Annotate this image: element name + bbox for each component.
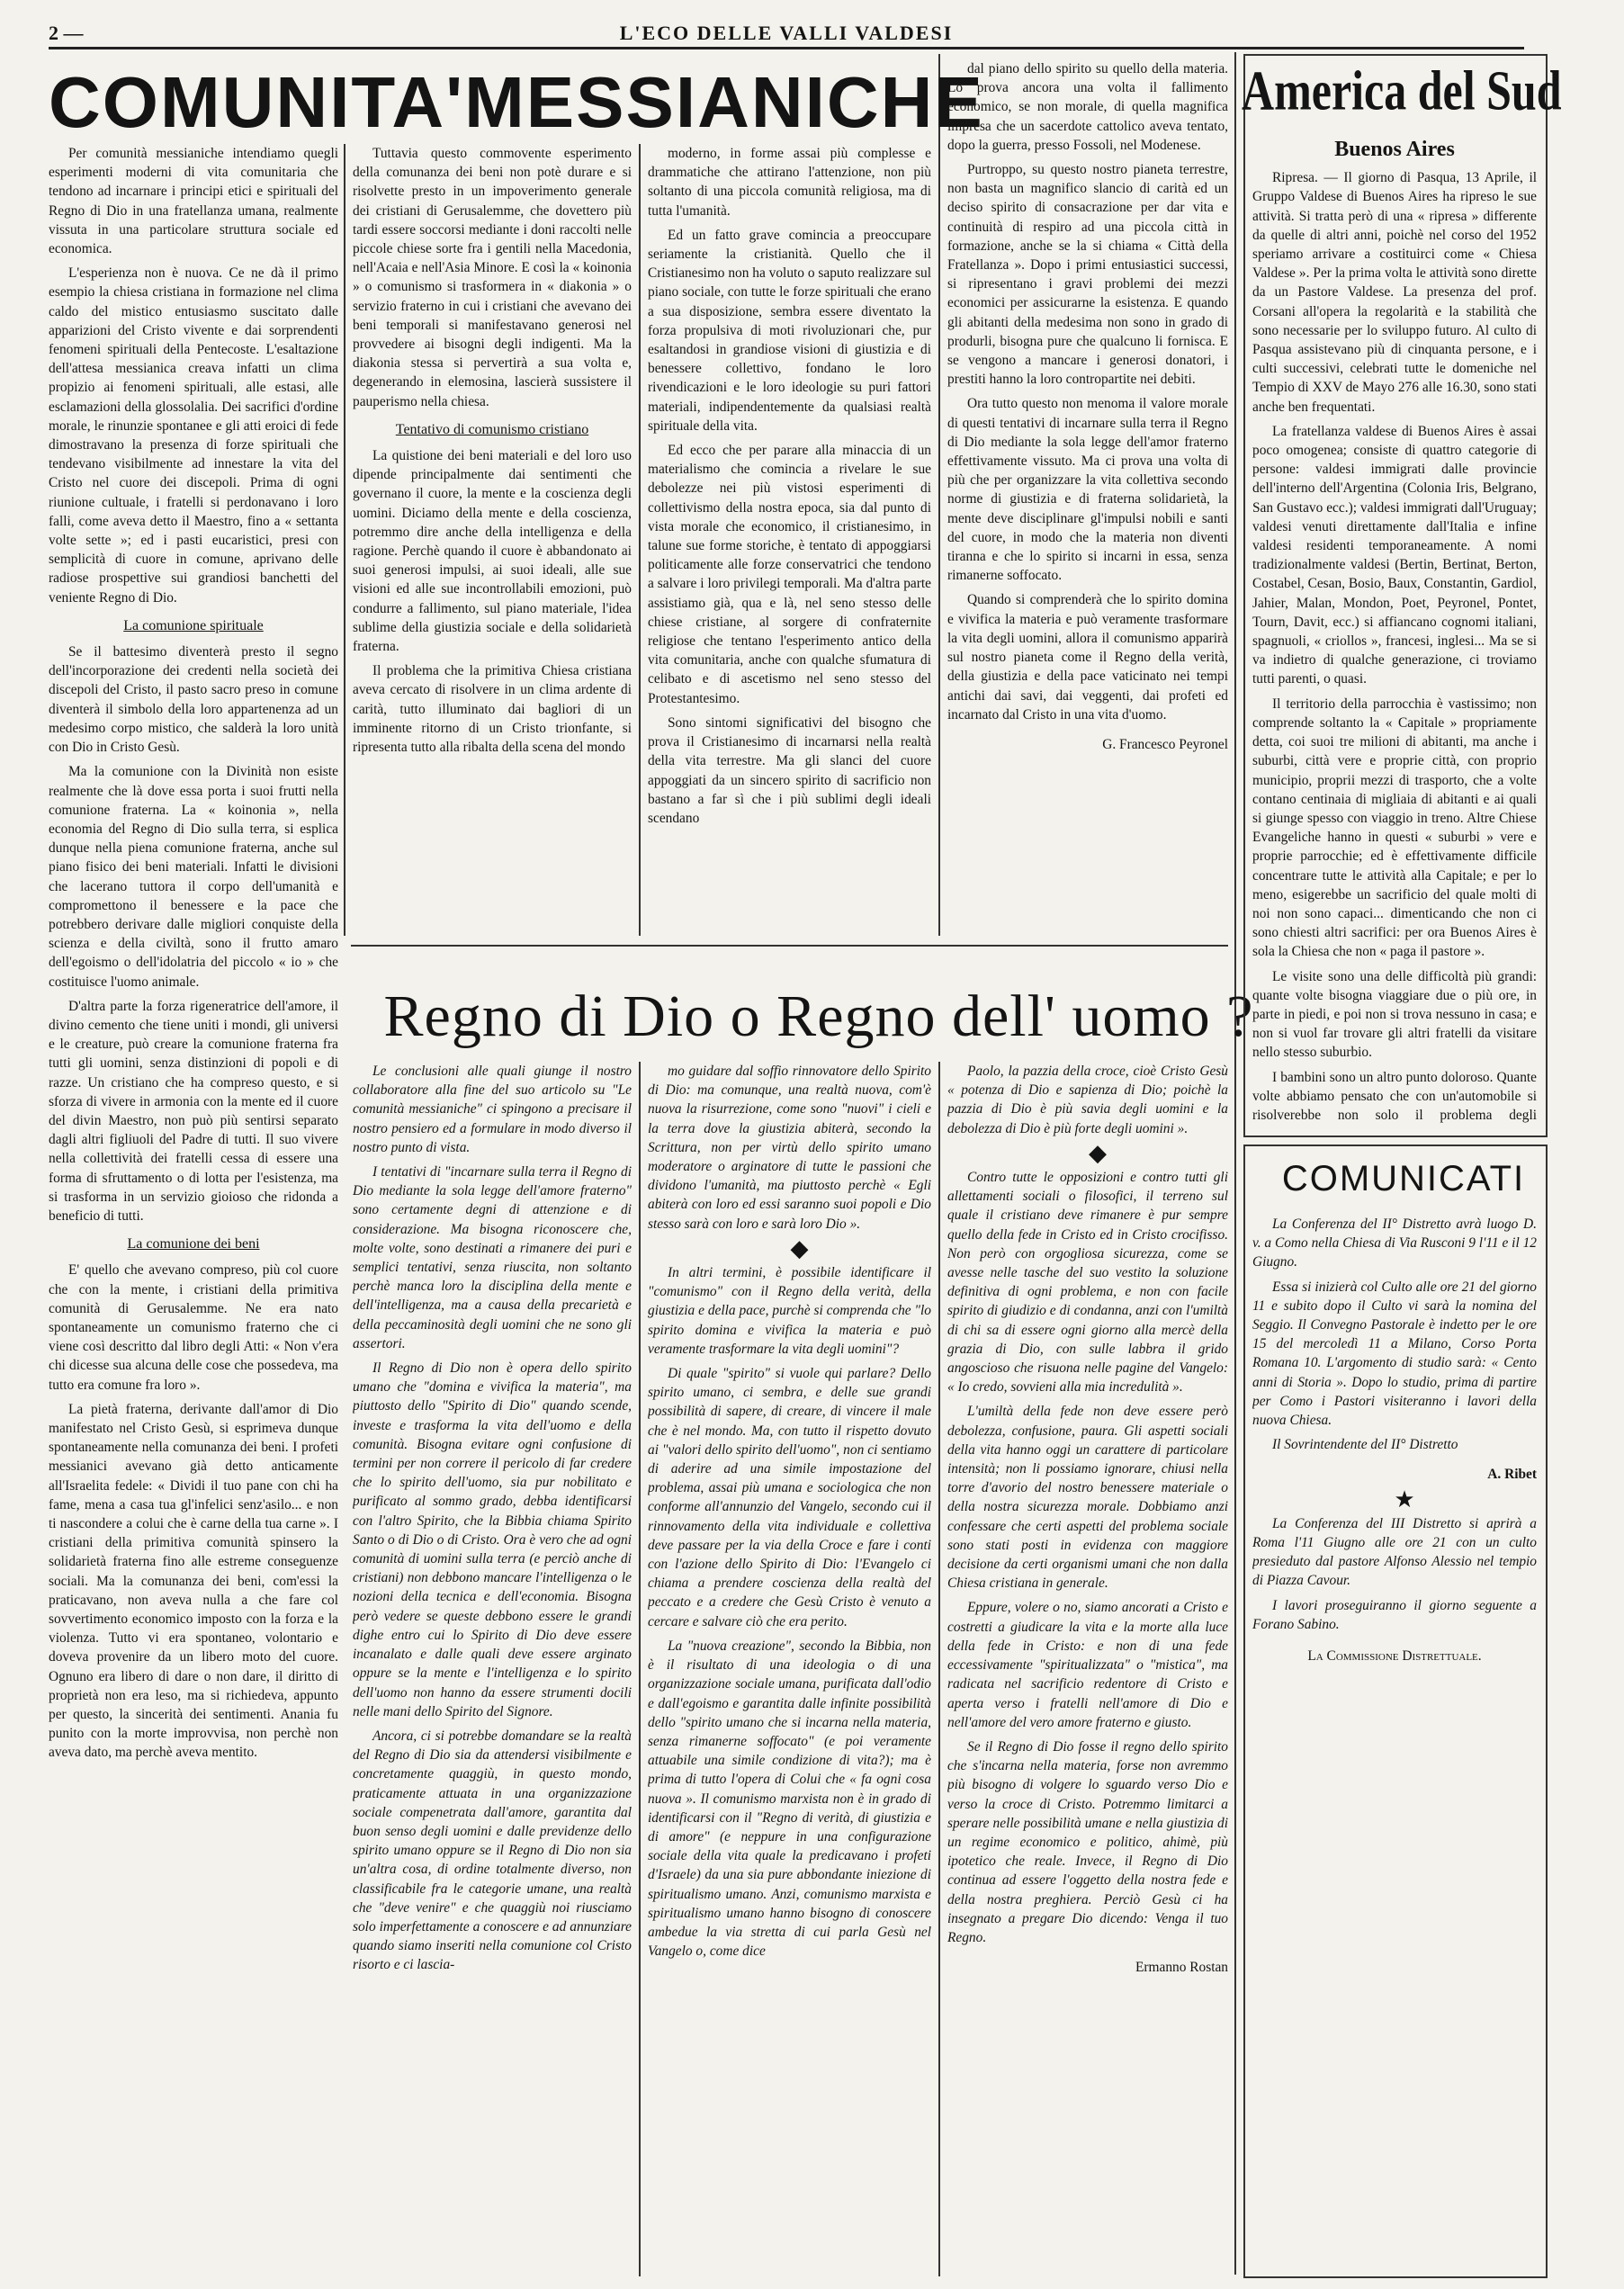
paragraph: I lavori proseguiranno il giorno seguente a Forano Sabino. (1252, 1597, 1537, 1632)
paragraph: Purtroppo, su questo nostro pianeta terrestre, non basta un magnifico slancio di carità ed un deciso spirito di consacrazione per dar vita e continuità di respiro ad una piccola città in formazione, anche se la si chiama « Città della Fratellanza ». Dopo i primi entusiastici successi, si ripresentano i gravi problemi dei mezzi economici per assicurarne la esistenza. E quando gli abitanti della medesima non sono in grado di produrli, bisogna pure che qualcuno li fornisca. E se vengono a mancare i generosi donatori, i prestiti hanno la loro contropartite nei debiti. (947, 162, 1228, 388)
column-divider (639, 144, 641, 936)
paragraph: Ora tutto questo non menoma il valore morale di questi tentativi di incarnare sulla terra il Regno di Dio mediante la sola legge dell'amor fraterno effettivamente vissuto. Ma ci prova una volta di più che per organizzare la vita collettiva secondo norme di giustizia e di fraterna solidarietà, la mente deve disciplinare gl'impulsi nobili e santi del cuore, in modo che la materia non diventi tiranna e che lo spirito si incarni in essa, senza rimanerne soffocato. (947, 396, 1228, 584)
sidebar-column (1252, 135, 1537, 1125)
paragraph: L'esperienza non è nuova. Ce ne dà il primo esempio la chiesa cristiana in formazione nel clima caldo del mistico entusiasmo suscitato dalle apparizioni del Cristo vivente e dai sorprendenti fenomeni spirituali della Pentecoste. L'esaltazione dell'attesa messianica creava infatti un clima propizio ai fenomeni spirituali, alle estasi, alle esclamazioni della glossolalia. Dei sacrifici d'ordine morale, le rinunzie spontanee e gli atti eroici di fede dimostravano la presenza di forze spirituali che tendevano visibilmente ad innestare la vita del Cristo nel cuore dei discepoli. Prima di ogni riunione cultuale, i fratelli si perdonavano i loro falli, come aveva detto il Maestro, fino a « settanta volte sette »; ed i pasti eucaristici, presi con semplicità di cuore in comune, aprivano delle radiose prospettive sui grandiosi banchetti del veniente Regno di Dio. (49, 265, 338, 606)
signature: A. Ribet (1487, 1467, 1537, 1483)
article-column (648, 144, 931, 936)
diamond-ornament: ◆ (1089, 1139, 1107, 1166)
paragraph: La Conferenza del II° Distretto avrà luogo D. v. a Como nella Chiesa di Via Rusconi 9 l'11 e il 12 Giugno. (1252, 1216, 1537, 1270)
paragraph: Se il Regno di Dio fosse il regno dello spirito che s'incarna nella materia, forse non avremmo più bisogno di volgere lo sguardo verso Dio e verso la croce di Cristo. Potremmo limitarci a sperare nelle possibilità umane e nella giustizia di un regime economico e politico, ahimè, più ipotetico che reale. Invece, il Regno di Dio continua ad essere l'oggetto della nostra fede e della nostra preghiera. Perciò Gesù ci ha insegnato a pregare Dio dicendo: Venga il tuo Regno. (947, 1738, 1228, 1945)
paragraph: moderno, in forme assai più complesse e drammatiche che attirano l'attenzione, non più soltanto di una piccola comunità religiosa, ma di tutta l'umanità. (648, 146, 931, 219)
paragraph: La Conferenza del III Distretto si aprirà a Roma l'11 Giugno alle ore 21 con un culto presieduto dal pastore Alfonso Alessio nel tempio di Piazza Cavour. (1252, 1515, 1537, 1589)
article-column (947, 59, 1228, 936)
paragraph: Il territorio della parrocchia è vastissimo; non comprende soltanto la « Capitale » propriamente detta, coi suoi tre milioni di abitanti, ma anche i suburbi, città vere e proprie città, con proprio municipio, proprii mezzi di trasporto, che a volte contano centinaia di migliaia di abitanti e ai quali si giunge spesso con viaggio in treno. Altre Chiese Evangeliche hanno in questi « suburbi » vere e proprie parrocchie; ed è effettivamente difficile concentrare tutte le attività alla Capitale; e per lo meno, esigerebbe un sacrificio del quale molti di noi non sono capaci... dimenticando che non ci sono chiesti altri sacrifici: per ora Buenos Aires è sola la Chiesa che non « paga il pastore ». (1252, 696, 1537, 960)
section-heading: La comunione spirituale (123, 617, 264, 633)
paragraph: La quistione dei beni materiali e del loro uso dipende principalmente dai sentimenti che governano il cuore, la mente e la coscienza degli uomini. Diciamo della mente e della coscienza, potremmo dire anche della intelligenza e della ragione. Perchè quando il cuore è abbandonato ai suoi generosi impulsi, ai suoi ideali, alle sue visioni ed alle sue incontrollabili emozioni, può condurre a fallimento, sul piano materiale, l'idea sublime della giustizia sociale e della solidarietà fraterna. (353, 448, 632, 655)
article-column (947, 1062, 1228, 2276)
paragraph: In altri termini, è possibile identificare il "comunismo" con il Regno della verità, della giustizia e della pace, purchè si comprenda che "lo spirito domina e vivifica la materia e può veramente trasformare la vita degli uomini"? (648, 1265, 931, 1357)
paragraph: Ed ecco che per parare alla minaccia di un materialismo che comincia a rivelare le sue debolezze nei più vistosi esperimenti di collettivismo della nostra epoca, sia dal punto di vista morale che economico, il cristianesimo, in talune sue forme storiche, è tentato di appoggiarsi politicamente alle forze conservatrici che tendono a salvare i loro privilegi temporali. Ma d'altra parte assistiamo già, qua e là, nel seno stesso delle chiese cristiane, al sorgere di confraternite religiose che tentano l'esperimento antico della vita comunitaria, anche con qualche sfumatura di celibato e di ascetismo nel seno stesso del Protestantesimo. (648, 443, 931, 706)
article-author: Ermanno Rostan (1135, 1960, 1228, 1976)
star-ornament: ★ (1394, 1486, 1415, 1513)
section-heading: La comunione dei beni (127, 1236, 260, 1252)
paragraph: Tuttavia questo commovente esperimento della comunanza dei beni non potè durare e si risolvette presto in un impoverimento generale dei cristiani di Gerusalemme, che dovettero più tardi essere soccorsi mediante i doni raccolti nelle piccole chiese sorte fra i gentili nella Macedonia, nell'Acaia e nell'Asia Minore. E così la « koinonia » o comunismo si trasformera in « diakonia » o servizio fraterno in cui i cristiani che avevano dei beni temporali si manifestavano generosi nel provvedere ai bisogni degli indigenti. Ma la diakonia stessa si pervertirà a sua volta e, degenerando in elemosina, lascierà sussistere il pauperismo nella chiesa. (353, 146, 632, 409)
paragraph: Sono sintomi significativi del bisogno che prova il Cristianesimo di incarnarsi nella realtà della vita terrestre. Ma gli slanci del cuore appoggiati da un sincero spirito di sacrificio non bastano a far sì che i più sublimi degli ideali scendano (648, 714, 931, 826)
column-divider (344, 144, 345, 936)
paragraph: Il Sovrintendente del II° Distretto (1272, 1437, 1458, 1453)
article-column (353, 144, 632, 936)
paragraph: Paolo, la pazzia della croce, cioè Cristo Gesù « potenza di Dio e sapienza di Dio; poichè la pazzia di Dio è più savia degli uomini e la debolezza di Dio è più forte degli uomini ». (947, 1064, 1228, 1136)
paragraph: Per comunità messianiche intendiamo quegli esperimenti moderni di vita comunitaria che tendono ad incarnare i principi etici e spirituali del Regno di Dio in una fratellanza umana, realmente vissuta in una particolare struttura sociale ed economica. (49, 146, 338, 257)
diamond-ornament: ◆ (790, 1234, 809, 1261)
paragraph: Eppure, volere o no, siamo ancorati a Cristo e costretti a giudicare la vita e la morte alla luce della fede in Cristo: e non di una fede eccessivamente "spiritualizzata" o "mistica", ma radicata nel sacrificio redentore di Cristo e aperta verso i fratelli nell'amore di Dio e nell'amore del vero amore fraterno e giusto. (947, 1600, 1228, 1730)
section-divider (351, 945, 1228, 947)
signature: La Commissione Distrettuale. (1307, 1648, 1482, 1665)
paragraph: D'altra parte la forza rigeneratrice dell'amore, il divino cemento che tiene uniti i mondi, gli universi e le creature, può creare la comunione fraterna fra tutti gli uomini, senza distinzioni di popoli e di razze. Un cristiano che ha compreso questo, e si sforza di vivere in armonia con la mente ed il cuore del divin Maestro, non può più sentirsi separato dagli altri figliuoli del Padre di tutti. Il suo vivere nella collettività dei fratelli cessa di essere una forma di sfruttamento o di lotta per l'esistenza, ma si trasforma in un servizio gioioso che ridonda a beneficio di tutti. (49, 998, 338, 1224)
paragraph: dal piano dello spirito su quello della materia. Lo prova ancora una volta il fallimento economico, se non morale, di quella magnifica impresa che un sacerdote cattolico aveva tentato, dopo la guerra, presso Fossoli, nel Modenese. (947, 61, 1228, 153)
article-headline: COMUNITA'MESSIANICHE (49, 62, 984, 142)
newspaper-title: L'ECO DELLE VALLI VALDESI (619, 22, 954, 44)
paragraph: Ancora, ci si potrebbe domandare se la realtà del Regno di Dio sia da attendersi visibilmente e concretamente quaggiù, in questo mondo, praticamente attuata in una organizzazione sociale compenetrata dall'amore, garantita dal buon senso degli uomini e dalle previdenze dello spirito umano oppure se il Regno di Dio non sia un'altra cosa, di ordine totalmente diverso, non classificabile fra le categorie umane, una realtà che "deve venire" e che quaggiù noi riusciamo solo imperfettamente a conoscere e ad annunziare quando siamo inseriti nella comunione col Cristo risorto e ci lascia- (353, 1728, 632, 1973)
paragraph: La "nuova creazione", secondo la Bibbia, non è il risultato di una ideologia o di una organizzazione sociale umana, purificata dall'odio e dall'egoismo e garantita dalle infinite possibilità dello "spirito umano che si incarna nella materia, senza rimanerne soffocato" (e poi veramente attuabile una simile condizione di vita?); ma è prima di tutto l'opera di Colui che « fa ogni cosa nuova ». Il comunismo marxista non è in grado di identificarsi con il "Regno di verità, di giustizia e di amore" (e neppure in una configurazione sociale della vita quale la predicavano i profeti d'Israele) da una sia pure abbondante iniezione di spiritualismo umano. Anzi, comunismo marxista e spiritualismo umano hanno bisogno di conoscere ambedue la via stretta di cui parla Gesù nel Vangelo o, come dice (648, 1638, 931, 1960)
column-divider (938, 1062, 940, 2276)
paragraph: Essa si inizierà col Culto alle ore 21 del giorno 11 e subito dopo il Culto vi sarà la nomina del Seggio. Il Convegno Pastorale è indetto per le ore 15 del mercoledì 11 a Milano, Corso Porta Romana 10. L'argomento di studio sarà: « Cento anni di Storia ». Dopo lo studio, prima di partire per Como i Pastori visiteranno i lavori della nuova Chiesa. (1252, 1279, 1537, 1429)
paragraph: Il Regno di Dio non è opera dello spirito umano che "domina e vivifica la materia", ma piuttosto dello "Spirito di Dio" quando scende, investe e trasforma la vita dell'uomo e della comunità. Bisogna evitare ogni confusione di termini per non correre il pericolo di far credere che lo spirito dell'uomo, sia pur nobilitato e purificato al sommo grado, debba identificarsi con l'altro Spirito, che la Bibbia chiama Spirito Santo o di Dio o di Cristo. Ora è vero che ad ogni comunità di uomini sulla terra (e perciò anche di cristiani) non debbono mancare l'intelligenza o le nozioni della tecnica e dell'economia. Bisogna però vedere se queste debbono essere le grandi dighe entro cui lo Spirito di Dio deve essere incanalato e dalle quali deve essere arginato oppure se la mente e l'intelligenza e lo spirito dell'uomo non hanno da essere strumenti docili nelle mani dello Spirito del Signore. (353, 1360, 632, 1719)
paragraph: Il problema che la primitiva Chiesa cristiana aveva cercato di risolvere in un clima ardente di carità, tutto illuminato dai bagliori di un imminente ritorno di un Cristo trionfante, si ripresenta tutto alla ribalta della scena del mondo (353, 663, 632, 756)
article-column (353, 1062, 632, 2276)
article-author: G. Francesco Peyronel (1102, 736, 1228, 752)
paragraph: Ed un fatto grave comincia a preoccupare seriamente la cristianità. Quello che il Cristianesimo non ha voluto o saputo realizzare sul piano sociale, con tutte le forze spirituali che erano a sua disposizione, sembra essere diventato la forza propulsiva di moti rivoluzionari che, pur esaltandosi in grandiose visioni di giustizia e di benessere collettivo, fondano le loro rivendicazioni e le loro ideologie su puri fattori materiali, indipendentemente da qualsiasi realtà spirituale della vita. (648, 227, 931, 434)
paragraph: Quando si comprenderà che lo spirito domina e vivifica la materia e può veramente trasformare la vita degli uomini, allora il comunismo apparirà sul nostro pianeta come il Regno della verità, della giustizia e della pace vaticinato nei tempi antichi dai savi, dai veggenti, dai profeti ed incarnato dal Cristo in una vita d'uomo. (947, 592, 1228, 723)
page-number: 2 — (49, 22, 84, 44)
column-divider (938, 54, 940, 936)
paragraph: E' quello che avevano compreso, più col cuore che con la mente, i cristiani della primitiva comunità di Gerusalemme. Ne era nato spontaneamente un comunismo fraterno che ci viene così descritto dal libro degli Atti: « Non v'era chi dicesse sua alcuna delle cose che possedeva, ma tutto era comune fra loro ». (49, 1262, 338, 1393)
section-heading: Tentativo di comunismo cristiano (395, 421, 589, 437)
sidebar-subheading: Buenos Aires (1334, 138, 1455, 161)
sidebar-headline: America del Sud (1242, 58, 1562, 121)
paragraph: Le visite sono una delle difficoltà più grandi: quante volte bisogna viaggiare due o più ore, in parte in piedi, e poi non si trova nessuno in casa; e non si vuol far trovare gli altri fratelli da visitare nello stesso suburbio. (1252, 968, 1537, 1061)
paragraph: L'umiltà della fede non deve essere però debolezza, confusione, paura. Gli aspetti sociali della vita hanno oggi un carattere di particolare intensità; non li possiamo ignorare, chiusi nella torre d'avorio del nostro benessere materiale o della nostra sicurezza morale. Dobbiamo anzi confessare che certi aspetti del problema sociale sono stati posti in evidenza con maggiore decisione da certi organismi umani che non dalla Chiesa cristiana in generale. (947, 1404, 1228, 1592)
article-column (648, 1062, 931, 2276)
paragraph: Se il battesimo diventerà presto il segno dell'incorporazione dei credenti nella società dei discepoli del Cristo, il pasto sacro preso in comune diventerà il simbolo della loro appartenenza ad un medesimo corpo mistico, che salderà la loro unità con Dio in Cristo Gesù. (49, 644, 338, 756)
sidebar-divider (1234, 52, 1236, 2275)
paragraph: La fratellanza valdese di Buenos Aires è assai poco omogenea; consiste di quattro categorie di persone: valdesi immigrati dalle provincie dell'interno dell'Argentina (Colonia Iris, Belgrano, San Gustavo ecc.); valdesi immigrati dall'Uruguay; valdesi venuti direttamente dall'Italia e infine valdesi residenti temporaneamente. A nomi tradizionalmente valdesi (Bertin, Bertinat, Berton, Costabel, Cesan, Bosio, Baux, Constantin, Gardiol, Jahier, Malan, Mondon, Poet, Peyronel, Pontet, Tourn, Davit, ecc.) si affiancano cognomi italiani, spagnuoli, « criollos », francesi, inglesi... Ma se si va indietro di qualche generazione, ci troviamo tutti parenti, o quasi. (1252, 423, 1537, 687)
comunicati-column (1252, 1215, 1537, 2267)
masthead (49, 16, 1524, 49)
paragraph: I tentativi di "incarnare sulla terra il Regno di Dio mediante la sola legge dell'amore fraterno" sono certamente degni di attenzione e di considerazione. Ma bisogna riconoscere che, molte volte, sono destinati a rimanere dei puri e semplici tentativi, senza riuscita, non soltanto perchè manca loro la disciplina della mente e dell'intelligenza, ma a causa della precarietà e della peccaminosità degli uomini che ne sono gli assertori. (353, 1164, 632, 1351)
paragraph: Contro tutte le opposizioni e contro tutti gli allettamenti sociali o filosofici, il terreno sul quale il cristiano deve rimanere è pur sempre quello della fede in Cristo ed in Cristo crocifisso. Non però con orgogliosa sicurezza, come se avesse nelle tasche del suo vestito la soluzione definitiva di ogni problema, e non con facile spirito di giudizio e di condanna, anzi con l'umiltà di chi sa di essere ogni giorno alla mercè della grazia di Dio, con sulle labbra il grido angoscioso che risuona nelle pagine del Vangelo: « Io credo, sovvieni alla mia incredulità ». (947, 1170, 1228, 1396)
paragraph: Ma la comunione con la Divinità non esiste realmente che là dove essa porta i suoi frutti nella comunione fraterna. La « koinonia », nella economia del Regno di Dio sulla terra, si esplica dunque nella piena comunione fraterna, anche sul piano fisico dei beni materiali. Infatti le divisioni che lacerano tuttora il corpo dell'umanità e compromettono il benessere e la pace che potrebbero derivare dalle migliori conquiste della scienza e della civiltà, sono il frutto amaro dell'egoismo o dell'idolatria del piccolo « io » che costituisce l'uomo animale. (49, 764, 338, 990)
article-headline: Regno di Dio o Regno dell' uomo ? (383, 983, 1254, 1049)
paragraph: Ripresa. — Il giorno di Pasqua, 13 Aprile, il Gruppo Valdese di Buenos Aires ha ripreso le sue attività. Si tratta però di una « ripresa » differente da quelle di altri anni, poichè nel corso del 1952 speriamo arrivare a costituirci come « Chiesa Valdese ». Per la prima volta le attività sono dirette da un Pastore Valdese. La presenza del prof. Corsani all'opera la regolarità e la stabilità che sono necessarie per lo sviluppo futuro. Al culto di Pasqua assistevano più di cinquanta persone, e i culti successivi, celebrati tutte le domeniche nel Tempio di XXV de Mayo 276 alle 16.30, sono stati anche ben frequentati. (1252, 170, 1537, 415)
paragraph: La pietà fraterna, derivante dall'amor di Dio manifestato nel Cristo Gesù, si esprimeva dunque spontaneamente nella comunanza dei beni. I profeti messianici avevano già detto anticamente all'Israelita fedele: « Dividi il tuo pane con chi ha fame, mena a casa tua gl'infelici senz'asilo... e non ti nascondere a colui che è carne della tua carne ». I cristiani della primitiva comunità spinsero la solidarietà fraterna fino alle estreme conseguenze sociali. Ma la comunanza dei beni, com'essi la praticavano, non aveva nulla a che fare col sovvertimento economico imposto con la forza e la violenza. Tutto vi era spontaneo, volontario e doveva provenire da un libero moto del cuore. Ognuno era libero di dare o non dare, il diritto di proprietà non era leso, ma si richiedeva, appunto per questo, la sincerità dei sentimenti. Anania fu punito con la morte improvvisa, non perchè non aveva dato, ma perchè aveva mentito. (49, 1401, 338, 1761)
paragraph: Di quale "spirito" si vuole qui parlare? Dello spirito umano, ci sembra, e delle sue grandi possibilità di sapere, di creare, di vincere il male che è nel mondo. Ma, con tutto il rispetto dovuto ai "valori dello spirito dell'uomo", non ci sentiamo di aderire ad una simile impostazione del problema, assai più umana e sociologica che non conforme all'annunzio del Vangelo, secondo cui il rinnovamento della vita individuale e collettiva deve passare per la via della Croce e fare i conti con l'azione dello Spirito di Dio: l'Evangelo ci chiama a prendere coscienza della realtà del peccato e a credere che Gesù Cristo è venuto a cercare e salvare ciò che era perito. (648, 1366, 931, 1629)
article-column (49, 144, 338, 2276)
comunicati-headline: COMUNICATI (1281, 1159, 1526, 1198)
paragraph: Le conclusioni alle quali giunge il nostro collaboratore alla fine del suo articolo su "Le comunità messianiche" ci spingono a precisare il nostro pensiero ed a formulare in modo diverso il nostro punto di vista. (353, 1064, 632, 1155)
paragraph: I bambini sono un altro punto doloroso. Quante volte abbiamo pensato che con un'automobile si risolverebbe non solo il problema degli (1252, 1069, 1537, 1123)
paragraph: mo guidare dal soffio rinnovatore dello Spirito di Dio: ma comunque, una realtà nuova, com'è nuova la risurrezione, come sono "nuovi" i cieli e la terra dove la giustizia abiterà, secondo la Scrittura, non per virtù dello spirito umano moderatore o arginatore di tutte le passioni che dividono l'umanità, ma piuttosto perchè « Egli abiterà con loro ed essi saranno suoi popoli e Dio stesso sarà con loro e sarà loro Dio ». (648, 1064, 931, 1232)
column-divider (639, 1062, 641, 2276)
